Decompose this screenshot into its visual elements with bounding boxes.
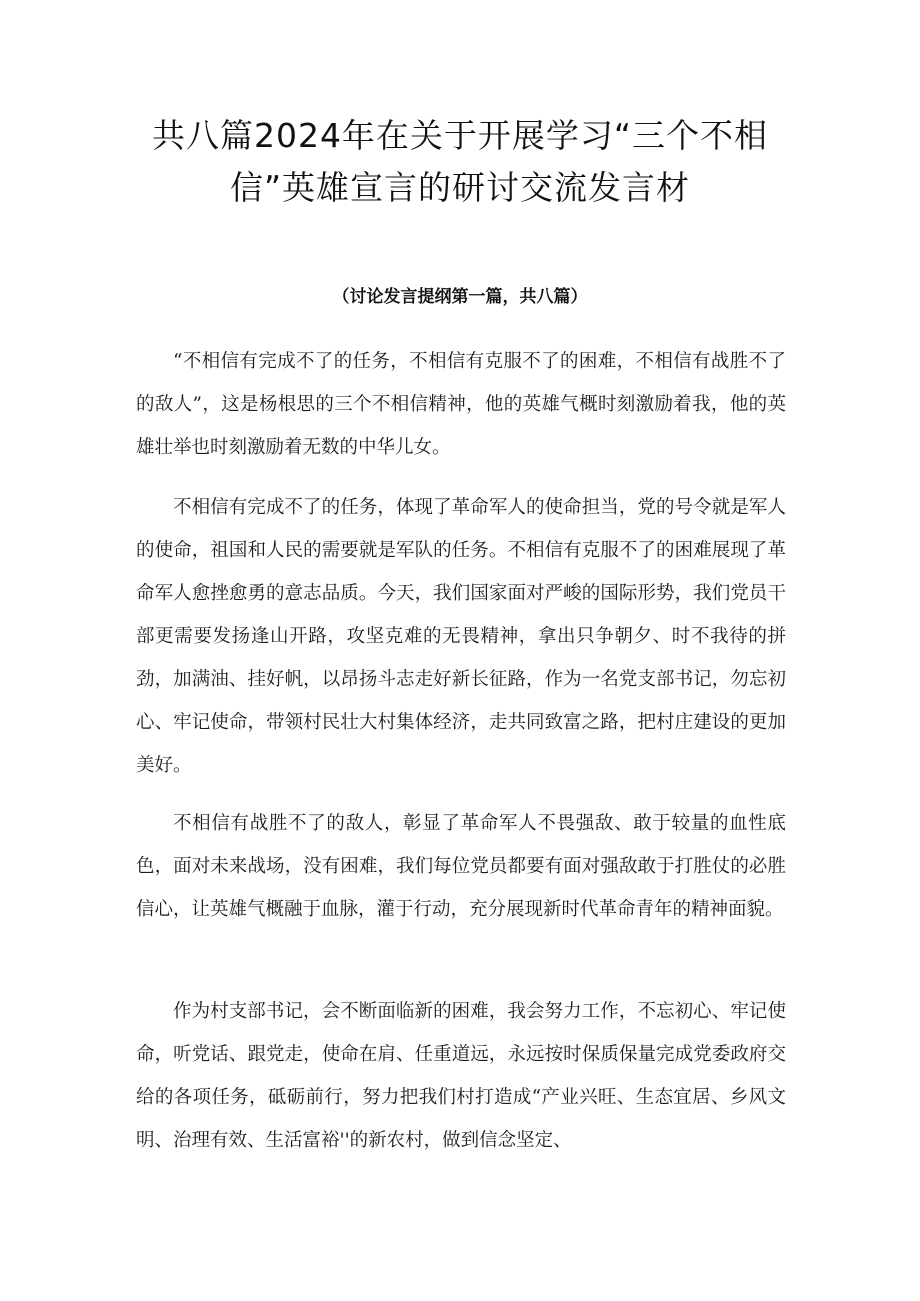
paragraph-3: 不相信有战胜不了的敌人，彰显了革命军人不畏强敌、敢于较量的血性底色，面对未来战场，没有困难，我们每位党员都要有面对强敌敢于打胜仗的必胜信心，让英雄气概融于血脉，灌于行动，充分展现新时代革命青年的精神面貌。 [136, 813, 786, 920]
paragraph-1: “不相信有完成不了的任务，不相信有克服不了的困难，不相信有战胜不了的敌人”，这是杨根思的三个不相信精神，他的英雄气概时刻激励着我，他的英雄壮举也时刻激励着无数的中华儿女。 [136, 351, 786, 458]
paragraph-4: 作为村支部书记，会不断面临新的困难，我会努力工作，不忘初心、牢记使命，听党话、跟党走，使命在肩、任重道远，永远按时保质保量完成党委政府交给的各项任务，砥砺前行，努力把我们村打造成“产业兴旺、生态宜居、乡风文明、治理有效、生活富裕''的新农村，做到信念坚定、 [136, 1001, 786, 1151]
document-title: 共八篇2024年在关于开展学习“三个不相信”英雄宣言的研讨交流发言材 [151, 116, 769, 207]
document-subtitle: （讨论发言提纲第一篇，共八篇） [332, 287, 588, 307]
paragraph-2: 不相信有完成不了的任务，体现了革命军人的使命担当，党的号令就是军人的使命，祖国和人民的需要就是军队的任务。不相信有克服不了的困难展现了革命军人愈挫愈勇的意志品质。今天，我们国家面对严峻的国际形势，我们党员干部更需要发扬逢山开路，攻坚克难的无畏精神，拿出只争朝夕、时不我待的拼劲，加满油、挂好帆，以昂扬斗志走好新长征路，作为一名党支部书记，勿忘初心、牢记使命，带领村民壮大村集体经济，走共同致富之路，把村庄建设的更加美好。 [136, 497, 786, 776]
